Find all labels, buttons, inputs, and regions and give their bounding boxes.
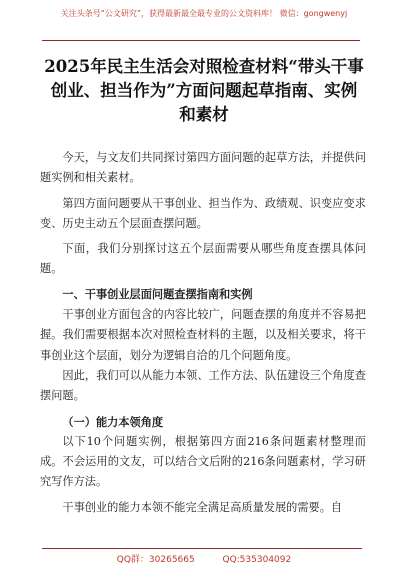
- footer-contact: [0, 552, 408, 568]
- footer-divider: [42, 548, 362, 549]
- footer-qq-group: QQ群：30265665: [116, 555, 195, 565]
- intro-paragraph: 第四方面问题要从干事创业、担当作为、政绩观、识变应变求变、历史主动五个层面查摆问题。: [40, 196, 366, 230]
- intro-paragraph: 下面，我们分别探讨这五个层面需要从哪些角度查摆具体问题。: [40, 242, 366, 276]
- header-divider: [42, 40, 360, 41]
- document-body: [40, 148, 366, 518]
- header-notice: 关注头条号“公文研究”，获得最新最全最专业的公文资料库！ 微信：gongwenyj: [60, 9, 348, 18]
- section-paragraph: 因此，我们可以从能力本领、工作方法、队伍建设三个角度查摆问题。: [40, 368, 366, 403]
- footer-qq: QQ:535304092: [222, 555, 292, 565]
- subsection-paragraph: 以下10个问题实例，根据第四方面216条问题素材整理而成。不会运用的文友，可以结合文后附的216条问题素材，学习研究写作方法。: [40, 434, 366, 489]
- intro-paragraph: 今天，与文友们共同探讨第四方面问题的起草方法，并提供问题实例和相关素材。: [40, 151, 366, 185]
- document-title: 2025年民主生活会对照检查材料“带头干事创业、担当作为”方面问题起草指南、实例和素材: [44, 57, 364, 124]
- subsection-paragraph: 干事创业的能力本领不能完全满足高质量发展的需要。自: [62, 500, 343, 514]
- subsection-heading: （一）能力本领角度: [62, 414, 164, 429]
- section-heading: 一、干事创业层面问题查摆指南和实例: [62, 287, 253, 301]
- section-paragraph: 干事创业方面包含的内容比较广，问题查摆的角度并不容易把握。我们需要根据本次对照检查材料的主题，以及相关要求，将干事创业这个层面，划分为逻辑自洽的几个问题角度。: [40, 308, 366, 362]
